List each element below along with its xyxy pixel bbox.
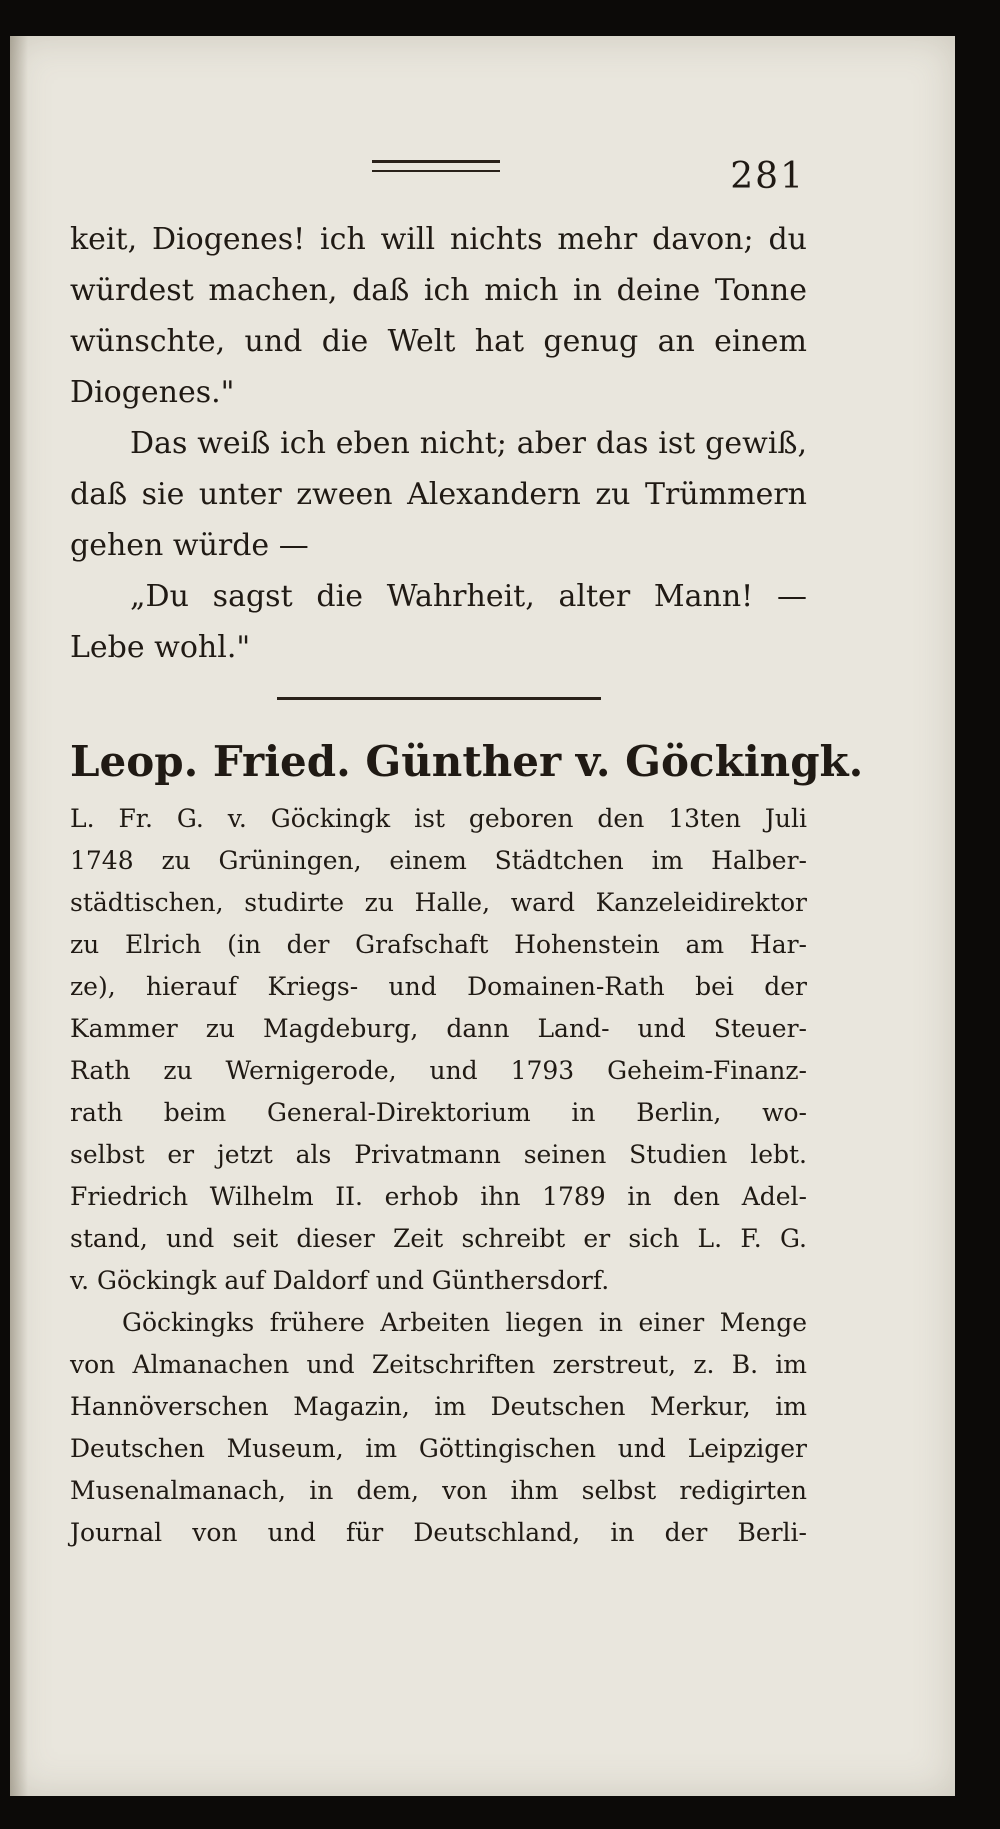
text-line: selbst er jetzt als Privatmann seinen Studien lebt. [70, 1140, 807, 1169]
text-line: „Du sagst die Wahrheit, alter Mann! — [130, 579, 807, 614]
header-ornament-rule [372, 160, 500, 172]
text-line: rath beim General-Direktorium in Berlin, wo- [70, 1098, 807, 1127]
text-line: Lebe wohl." [70, 630, 251, 665]
biography-paragraph [70, 798, 807, 1302]
text-line: Musenalmanach, in dem, von ihm selbst redigirten [70, 1476, 807, 1505]
text-line: gehen würde — [70, 528, 309, 563]
text-line: Hannöverschen Magazin, im Deutschen Merkur, im [70, 1392, 807, 1421]
page-body [70, 214, 864, 1554]
text-line: Göckingks frühere Arbeiten liegen in einer Menge [122, 1308, 807, 1337]
text-line: ze), hierauf Kriegs- und Domainen-Rath bei der [70, 972, 807, 1001]
text-line: L. Fr. G. v. Göckingk ist geboren den 13ten Juli [70, 804, 807, 833]
text-line: würdest machen, daß ich mich in deine Tonne [70, 273, 807, 308]
text-line: v. Göckingk auf Daldorf und Günthersdorf. [70, 1266, 610, 1295]
text-line: daß sie unter zween Alexandern zu Trümmern [70, 477, 807, 512]
text-line: Friedrich Wilhelm II. erhob ihn 1789 in den Adel- [70, 1182, 807, 1211]
text-line: wünschte, und die Welt hat genug an einem [70, 324, 807, 359]
text-line: stand, und seit dieser Zeit schreibt er sich L. F. G. [70, 1224, 807, 1253]
spine-shadow [10, 36, 28, 1796]
passage-paragraph-1 [70, 214, 807, 418]
page-number: 281 [730, 156, 805, 197]
passage-paragraph-2 [70, 418, 807, 571]
section-separator-rule [277, 697, 601, 700]
text-line: Diogenes." [70, 375, 235, 410]
text-line: städtischen, studirte zu Halle, ward Kanzeleidirektor [70, 888, 807, 917]
text-line: Rath zu Wernigerode, und 1793 Geheim-Finanz- [70, 1056, 807, 1085]
text-line: zu Elrich (in der Grafschaft Hohenstein am Har- [70, 930, 807, 959]
text-line: keit, Diogenes! ich will nichts mehr davon; du [70, 222, 807, 257]
works-paragraph [70, 1302, 807, 1554]
text-line: von Almanachen und Zeitschriften zerstreut, z. B. im [70, 1350, 807, 1379]
text-line: Das weiß ich eben nicht; aber das ist gewiß, [130, 426, 807, 461]
text-line: Journal von und für Deutschland, in der Berli- [70, 1518, 807, 1547]
book-page [10, 36, 955, 1796]
text-line: 1748 zu Grüningen, einem Städtchen im Halber- [70, 846, 807, 875]
passage-paragraph-3 [70, 571, 807, 673]
section-heading: Leop. Fried. Günther v. Göckingk. [70, 737, 864, 786]
text-line: Deutschen Museum, im Göttingischen und Leipziger [70, 1434, 807, 1463]
text-line: Kammer zu Magdeburg, dann Land- und Steuer- [70, 1014, 807, 1043]
